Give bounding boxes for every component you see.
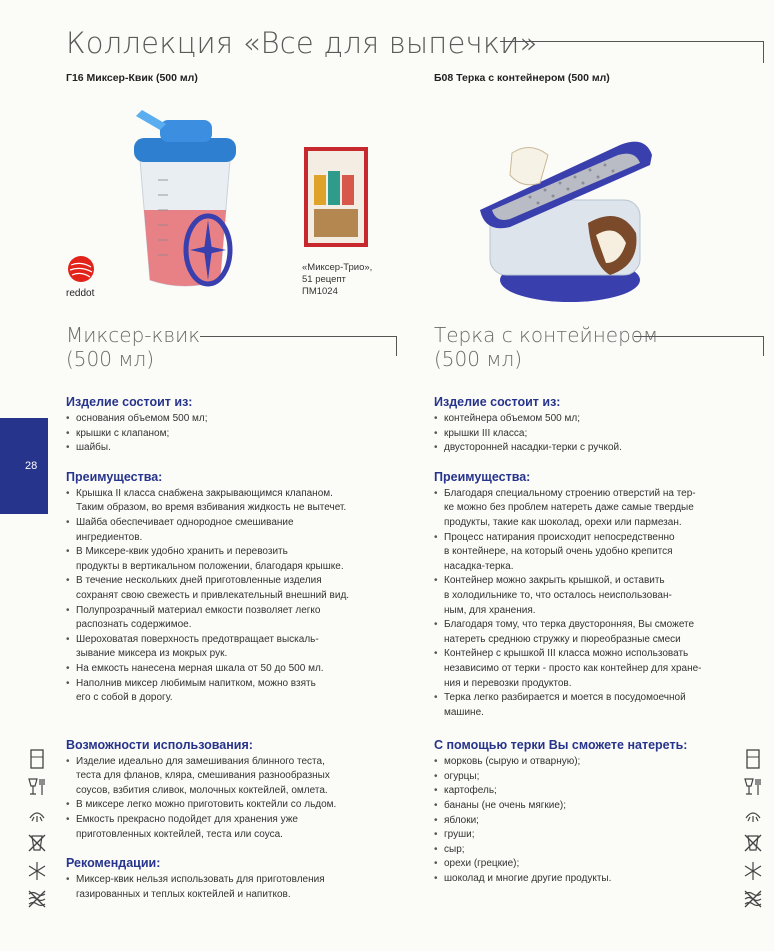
grate-heading: С помощью терки Вы сможете натереть:	[434, 738, 688, 753]
list-item: зывание миксера из мокрых рук.	[76, 648, 228, 660]
advantages-heading: Преимущества:	[434, 469, 531, 484]
dishwasher-icon	[26, 804, 48, 826]
list-item: ния и перевозки продуктов.	[444, 677, 572, 689]
grater-description	[434, 395, 774, 901]
list-item: насадка-терка.	[444, 560, 514, 572]
fridge-icon	[742, 748, 764, 770]
list-item: • В миксере легко можно приготовить коктейли со льдом.	[66, 798, 411, 813]
list-item: • Процесс натирания происходит непосредственно	[434, 531, 774, 546]
list-item: его с собой в дорогу.	[76, 692, 173, 704]
list-item: в контейнере, на который очень удобно крепится	[444, 546, 673, 558]
page-number: 28	[25, 460, 38, 472]
care-icons-left	[26, 748, 52, 916]
list-item: продукты, такие как шоколад, орехи или пармезан.	[444, 516, 682, 528]
list-item: • картофель;	[434, 784, 774, 799]
list-item: • морковь (сырую и отварную);	[434, 755, 774, 770]
section-title-grater	[434, 323, 658, 371]
list-item: • Полупрозрачный материал емкости позволяет легко	[66, 604, 411, 619]
list-item: соусов, взбития сливок, молочных коктейлей, омлета.	[76, 784, 328, 796]
list-item: приготовленных коктейлей, теста или соуса.	[76, 828, 283, 840]
list-item: • сыр;	[434, 843, 774, 858]
reddot-label: reddot	[66, 288, 95, 299]
section-title-line: Миксер-квик	[66, 323, 201, 347]
list-item: • Контейнер можно закрыть крышкой, и оставить	[434, 574, 774, 589]
list-item: • яблоки;	[434, 814, 774, 829]
grate-list	[434, 755, 774, 886]
advantages-heading: Преимущества:	[66, 469, 163, 484]
list-item: газированных и теплых коктейлей и напитков.	[76, 888, 291, 900]
list-item: • Крышка II класса снабжена закрывающимся клапаном.	[66, 487, 411, 502]
list-item: • контейнера объемом 500 мл;	[434, 412, 774, 427]
list-item: • орехи (грецкие);	[434, 857, 774, 872]
advantages-list	[434, 487, 774, 721]
no-microwave-icon	[742, 888, 764, 910]
section-title-line: (500 мл)	[434, 347, 523, 371]
list-item: независимо от терки - просто как контейнер для хране-	[444, 662, 702, 674]
list-item: • Шайба обеспечивает однородное смешивание	[66, 516, 411, 531]
grater-image	[470, 115, 670, 315]
freezer-icon	[742, 860, 764, 882]
list-item: • Емкость прекрасно подойдет для хранения уже	[66, 813, 411, 828]
book-caption-line: 51 рецепт	[302, 274, 346, 285]
list-item: • В течение нескольких дней приготовленные изделия	[66, 574, 411, 589]
consists-list	[66, 412, 411, 456]
list-item: • основания объемом 500 мл;	[66, 412, 411, 427]
product-code-mixer: Г16 Миксер-Квик (500 мл)	[66, 72, 198, 84]
list-item: • Шероховатая поверхность предотвращает выскаль-	[66, 633, 411, 648]
list-item: • груши;	[434, 828, 774, 843]
list-item: • шайбы.	[66, 441, 411, 456]
recommendations-list	[66, 873, 411, 902]
no-oven-icon	[742, 832, 764, 854]
glass-fork-icon	[26, 776, 48, 798]
list-item: натереть среднюю стружку и пюреобразные смеси	[444, 633, 681, 645]
list-item: ным, для хранения.	[444, 604, 536, 616]
recommendations-heading: Рекомендации:	[66, 856, 161, 871]
list-item: ке можно без проблем натереть даже самые твердые	[444, 502, 694, 514]
list-item: • бананы (не очень мягкие);	[434, 799, 774, 814]
section-title-mixer	[66, 323, 200, 371]
recipe-book-image	[300, 145, 372, 250]
list-item: Таким образом, во время взбивания жидкость не вытечет.	[76, 502, 347, 514]
mixer-description	[66, 395, 411, 916]
advantages-list	[66, 487, 411, 706]
section-rule	[200, 336, 397, 356]
list-item: • Терка легко разбирается и моется в посудомоечной	[434, 691, 774, 706]
list-item: • В Миксере-квик удобно хранить и перевозить	[66, 545, 411, 560]
section-rule	[634, 336, 764, 356]
list-item: • крышки III класса;	[434, 427, 774, 442]
list-item: • Благодаря тому, что терка двусторонняя, Вы сможете	[434, 618, 774, 633]
consists-heading: Изделие состоит из:	[66, 395, 193, 409]
list-item: • На емкость нанесена мерная шкала от 50 до 500 мл.	[66, 662, 411, 677]
list-item: в холодильнике то, что осталось неиспользован-	[444, 589, 672, 601]
no-microwave-icon	[26, 888, 48, 910]
dishwasher-icon	[742, 804, 764, 826]
freezer-icon	[26, 860, 48, 882]
list-item: • шоколад и многие другие продукты.	[434, 872, 774, 887]
book-caption	[302, 262, 372, 298]
list-item: • Наполнив миксер любимым напитком, можно взять	[66, 677, 411, 692]
product-code-grater: Б08 Терка с контейнером (500 мл)	[434, 72, 610, 84]
list-item: • Контейнер с крышкой III класса можно использовать	[434, 647, 774, 662]
section-title-line: Терка с контейнером	[434, 323, 659, 347]
list-item: • огурцы;	[434, 770, 774, 785]
list-item: • Изделие идеально для замешивания блинного теста,	[66, 755, 411, 770]
uses-heading: Возможности использования:	[66, 737, 253, 752]
section-title-line: (500 мл)	[66, 347, 155, 371]
book-caption-line: «Миксер-Трио»,	[302, 262, 373, 273]
care-icons-right	[742, 748, 768, 916]
mixer-image	[120, 100, 250, 300]
list-item: • двусторонней насадки-терки с ручкой.	[434, 441, 774, 456]
glass-fork-icon	[742, 776, 764, 798]
book-caption-line: ПМ1024	[302, 286, 338, 297]
list-item: • крышки с клапаном;	[66, 427, 411, 442]
fridge-icon	[26, 748, 48, 770]
list-item: продукты в вертикальном положении, благодаря крышке.	[76, 560, 344, 572]
no-oven-icon	[26, 832, 48, 854]
uses-list	[66, 755, 411, 843]
title-rule	[500, 41, 764, 63]
page-tab	[0, 418, 48, 514]
list-item: сохранят свою свежесть и привлекательный внешний вид.	[76, 589, 350, 601]
page-title: Коллекция «Все для выпечки»	[66, 26, 538, 60]
list-item: машине.	[444, 706, 484, 718]
list-item: распознать содержимое.	[76, 619, 192, 631]
list-item: теста для фланов, кляра, смешивания разнообразных	[76, 770, 330, 782]
list-item: ингредиентов.	[76, 531, 143, 543]
consists-heading: Изделие состоит из:	[434, 395, 561, 409]
consists-list	[434, 412, 774, 456]
list-item: • Миксер-квик нельзя использовать для приготовления	[66, 873, 411, 888]
list-item: • Благодаря специальному строению отверстий на тер-	[434, 487, 774, 502]
